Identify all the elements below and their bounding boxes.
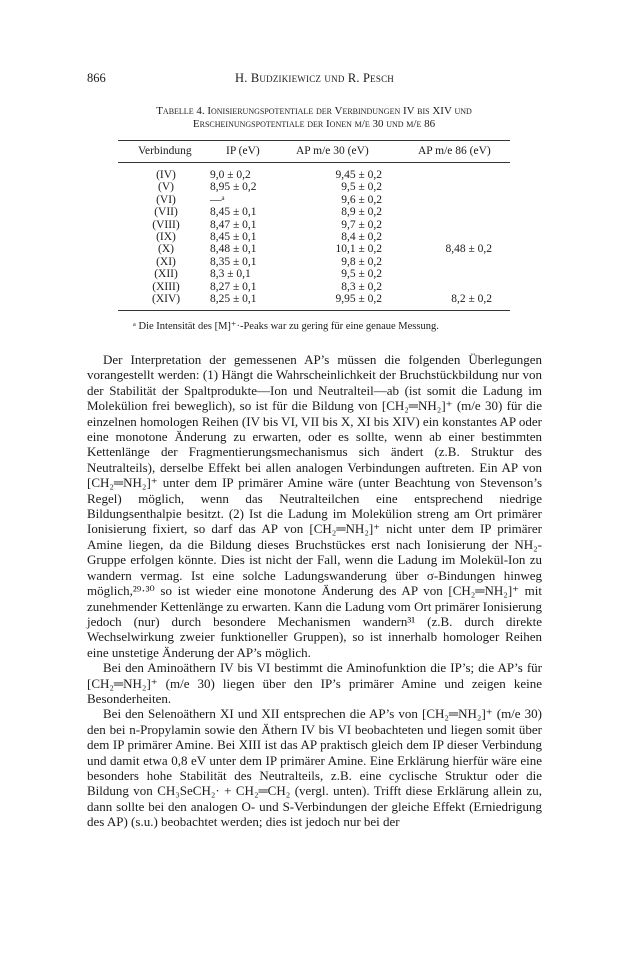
table-row	[118, 169, 510, 181]
cell-ap30: 9,5 ± 0,2	[341, 181, 382, 194]
cell-verbindung: (VIII)	[152, 218, 180, 231]
paragraph: Bei den Selenoäthern XI und XII entsprechen die AP’s von [CH₂═NH₂]⁺ (m/e 30) den bei n-Propylamin sowie den Äthern IV bis VI beobachteten und liegen somit über dem IP primärer Amine. Bei XIII ist das AP praktisch gleich dem IP dieser Verbindung und damit etwa 0,8 eV unter dem IP primärer Amine. Eine Erklärung hierfür wäre eine besonders hohe Stabilität des Neutralteils, z.B. eine cyclische Struktur oder die Bildung von CH₃SeCH₂· + CH₂═CH₂ (vergl. unten). Trifft diese Erklärung allein zu, dann sollte bei den analogen O- und S-Verbindungen der gleiche Effekt (Erniedrigung des AP) (s.u.) beobachtet werden; dies ist jedoch nur bei der	[87, 706, 542, 830]
table-row	[118, 194, 510, 206]
body-text	[87, 352, 542, 830]
column-header-ip: IP (eV)	[226, 145, 260, 157]
running-head: H. Budzikiewicz und R. Pesch	[235, 71, 394, 85]
cell-verbindung: (X)	[158, 243, 174, 256]
table-bottom-rule	[118, 310, 510, 311]
cell-ap30: 9,7 ± 0,2	[341, 218, 382, 231]
column-header-ap30: AP m/e 30 (eV)	[296, 145, 369, 157]
paragraph: Bei den Aminoäthern IV bis VI bestimmt die Aminofunktion die IP’s; die AP’s für [CH₂═NH₂]⁺ (m/e 30) liegen über den IP’s primärer Amine und zeigen keine Besonderheiten.	[87, 660, 542, 706]
table-caption-line-2: Erscheinungspotentiale der Ionen m/e 30 und m/e 86	[192, 118, 436, 130]
cell-verbindung: (V)	[158, 181, 174, 194]
cell-verbindung: (XIII)	[152, 280, 180, 293]
cell-verbindung: (VI)	[156, 193, 176, 206]
page-number: 866	[87, 71, 106, 85]
paragraph: Der Interpretation der gemessenen AP’s müssen die folgenden Überlegungen vorangestellt werden: (1) Hängt die Wahrscheinlichkeit der Bruchstückbildung nur von der Stabilität der Spaltprodukte—Ion und Neutralteil—ab (ist somit die Ladung im Molekülion frei beweglich), so ist für die Bildung von [CH₂═NH₂]⁺ (m/e 30) für die einzelnen homologen Reihen (IV bis VI, VII bis X, XI bis XIV) ein konstantes AP oder eine monotone Änderung zu erwarten, oder es sollte, wenn ab einer bestimmten Kettenlänge der Fragmentierungsmechanismus sich ändert (z.B. Struktur des Neutralteils), derselbe Effekt bei allen analogen Verbindungen auftreten. Ein AP von [CH₂═NH₂]⁺ unter dem IP primärer Amine wäre (unter Beachtung von Stevenson’s Regel) möglich, wenn das Neutralteilchen eine entsprechend niedrige Bildungsenthalpie besitzt. (2) Ist die Ladung im Molekülion streng am Ort primärer Ionisierung fixiert, so darf das AP von [CH₂═NH₂]⁺ nicht unter dem IP primärer Amine liegen, da die Bildung dieses Bruchstückes erst nach Ionisierung der NH₂-Gruppe erfolgen könnte. Dies ist nicht der Fall, wenn die Ladung im Molekül-Ion zu wandern vermag. Ist eine solche Ladungswanderung über σ-Bindungen hinweg möglich,²⁹·³⁰ so ist wieder eine monotone Änderung des AP von [CH₂═NH₂]⁺ mit zunehmender Kettenlänge zu erwarten. Kann die Ladung vom Ort primärer Ionisierung jedoch (nur) durch besondere Mechanismen wandern³¹ (z.B. durch direkte Wechselwirkung zweier funktioneller Gruppen), so ist innerhalb homologer Reihen eine unstetige Änderung der AP’s möglich.	[87, 352, 542, 660]
table-row	[118, 243, 510, 255]
cell-ap86: 8,48 ± 0,2	[445, 243, 492, 256]
cell-verbindung: (XI)	[156, 255, 176, 268]
cell-verbindung: (IV)	[156, 169, 176, 181]
cell-ap30: 8,3 ± 0,2	[341, 280, 382, 293]
cell-ip: 8,48 ± 0,1	[210, 243, 257, 256]
cell-ap30: 9,95 ± 0,2	[335, 293, 382, 305]
cell-ip: 8,45 ± 0,1	[210, 231, 257, 243]
cell-ap30: 9,5 ± 0,2	[341, 268, 382, 281]
cell-ip: 8,27 ± 0,1	[210, 280, 257, 293]
table-row	[118, 219, 510, 231]
column-header-ap86: AP m/e 86 (eV)	[418, 145, 491, 157]
cell-ip: 8,25 ± 0,1	[210, 293, 257, 305]
table-top-rule	[118, 140, 510, 141]
table-caption	[98, 105, 530, 131]
table-row	[118, 268, 510, 280]
cell-ap30: 8,4 ± 0,2	[341, 231, 382, 243]
cell-ap30: 9,45 ± 0,2	[335, 169, 382, 181]
cell-ip: 8,95 ± 0,2	[210, 181, 257, 194]
cell-ap86: 8,2 ± 0,2	[451, 293, 492, 305]
column-header-verbindung: Verbindung	[138, 145, 192, 157]
table-footnote: ᵃ Die Intensität des [M]⁺·-Peaks war zu gering für eine genaue Messung.	[133, 321, 439, 332]
table-row	[118, 231, 510, 243]
table-caption-line-1: Tabelle 4. Ionisierungspotentiale der Verbindungen IV bis XIV und	[156, 105, 472, 117]
cell-ip: 8,45 ± 0,1	[210, 206, 257, 219]
page-header	[87, 71, 542, 89]
cell-ip: —ᵃ	[210, 193, 225, 206]
cell-verbindung: (XII)	[154, 268, 178, 281]
cell-ap30: 9,6 ± 0,2	[341, 193, 382, 206]
table-row	[118, 293, 510, 305]
table-row	[118, 206, 510, 218]
cell-ap30: 10,1 ± 0,2	[335, 243, 382, 256]
cell-ip: 8,35 ± 0,1	[210, 255, 257, 268]
table-header-rule	[118, 162, 510, 163]
cell-ip: 8,47 ± 0,1	[210, 218, 257, 231]
cell-verbindung: (VII)	[154, 206, 178, 219]
table-row	[118, 256, 510, 268]
cell-verbindung: (IX)	[156, 231, 176, 243]
cell-ip: 9,0 ± 0,2	[210, 169, 251, 181]
cell-ap30: 9,8 ± 0,2	[341, 255, 382, 268]
table-row	[118, 181, 510, 193]
table-row	[118, 281, 510, 293]
cell-ip: 8,3 ± 0,1	[210, 268, 251, 281]
cell-ap30: 8,9 ± 0,2	[341, 206, 382, 219]
cell-verbindung: (XIV)	[152, 293, 181, 305]
